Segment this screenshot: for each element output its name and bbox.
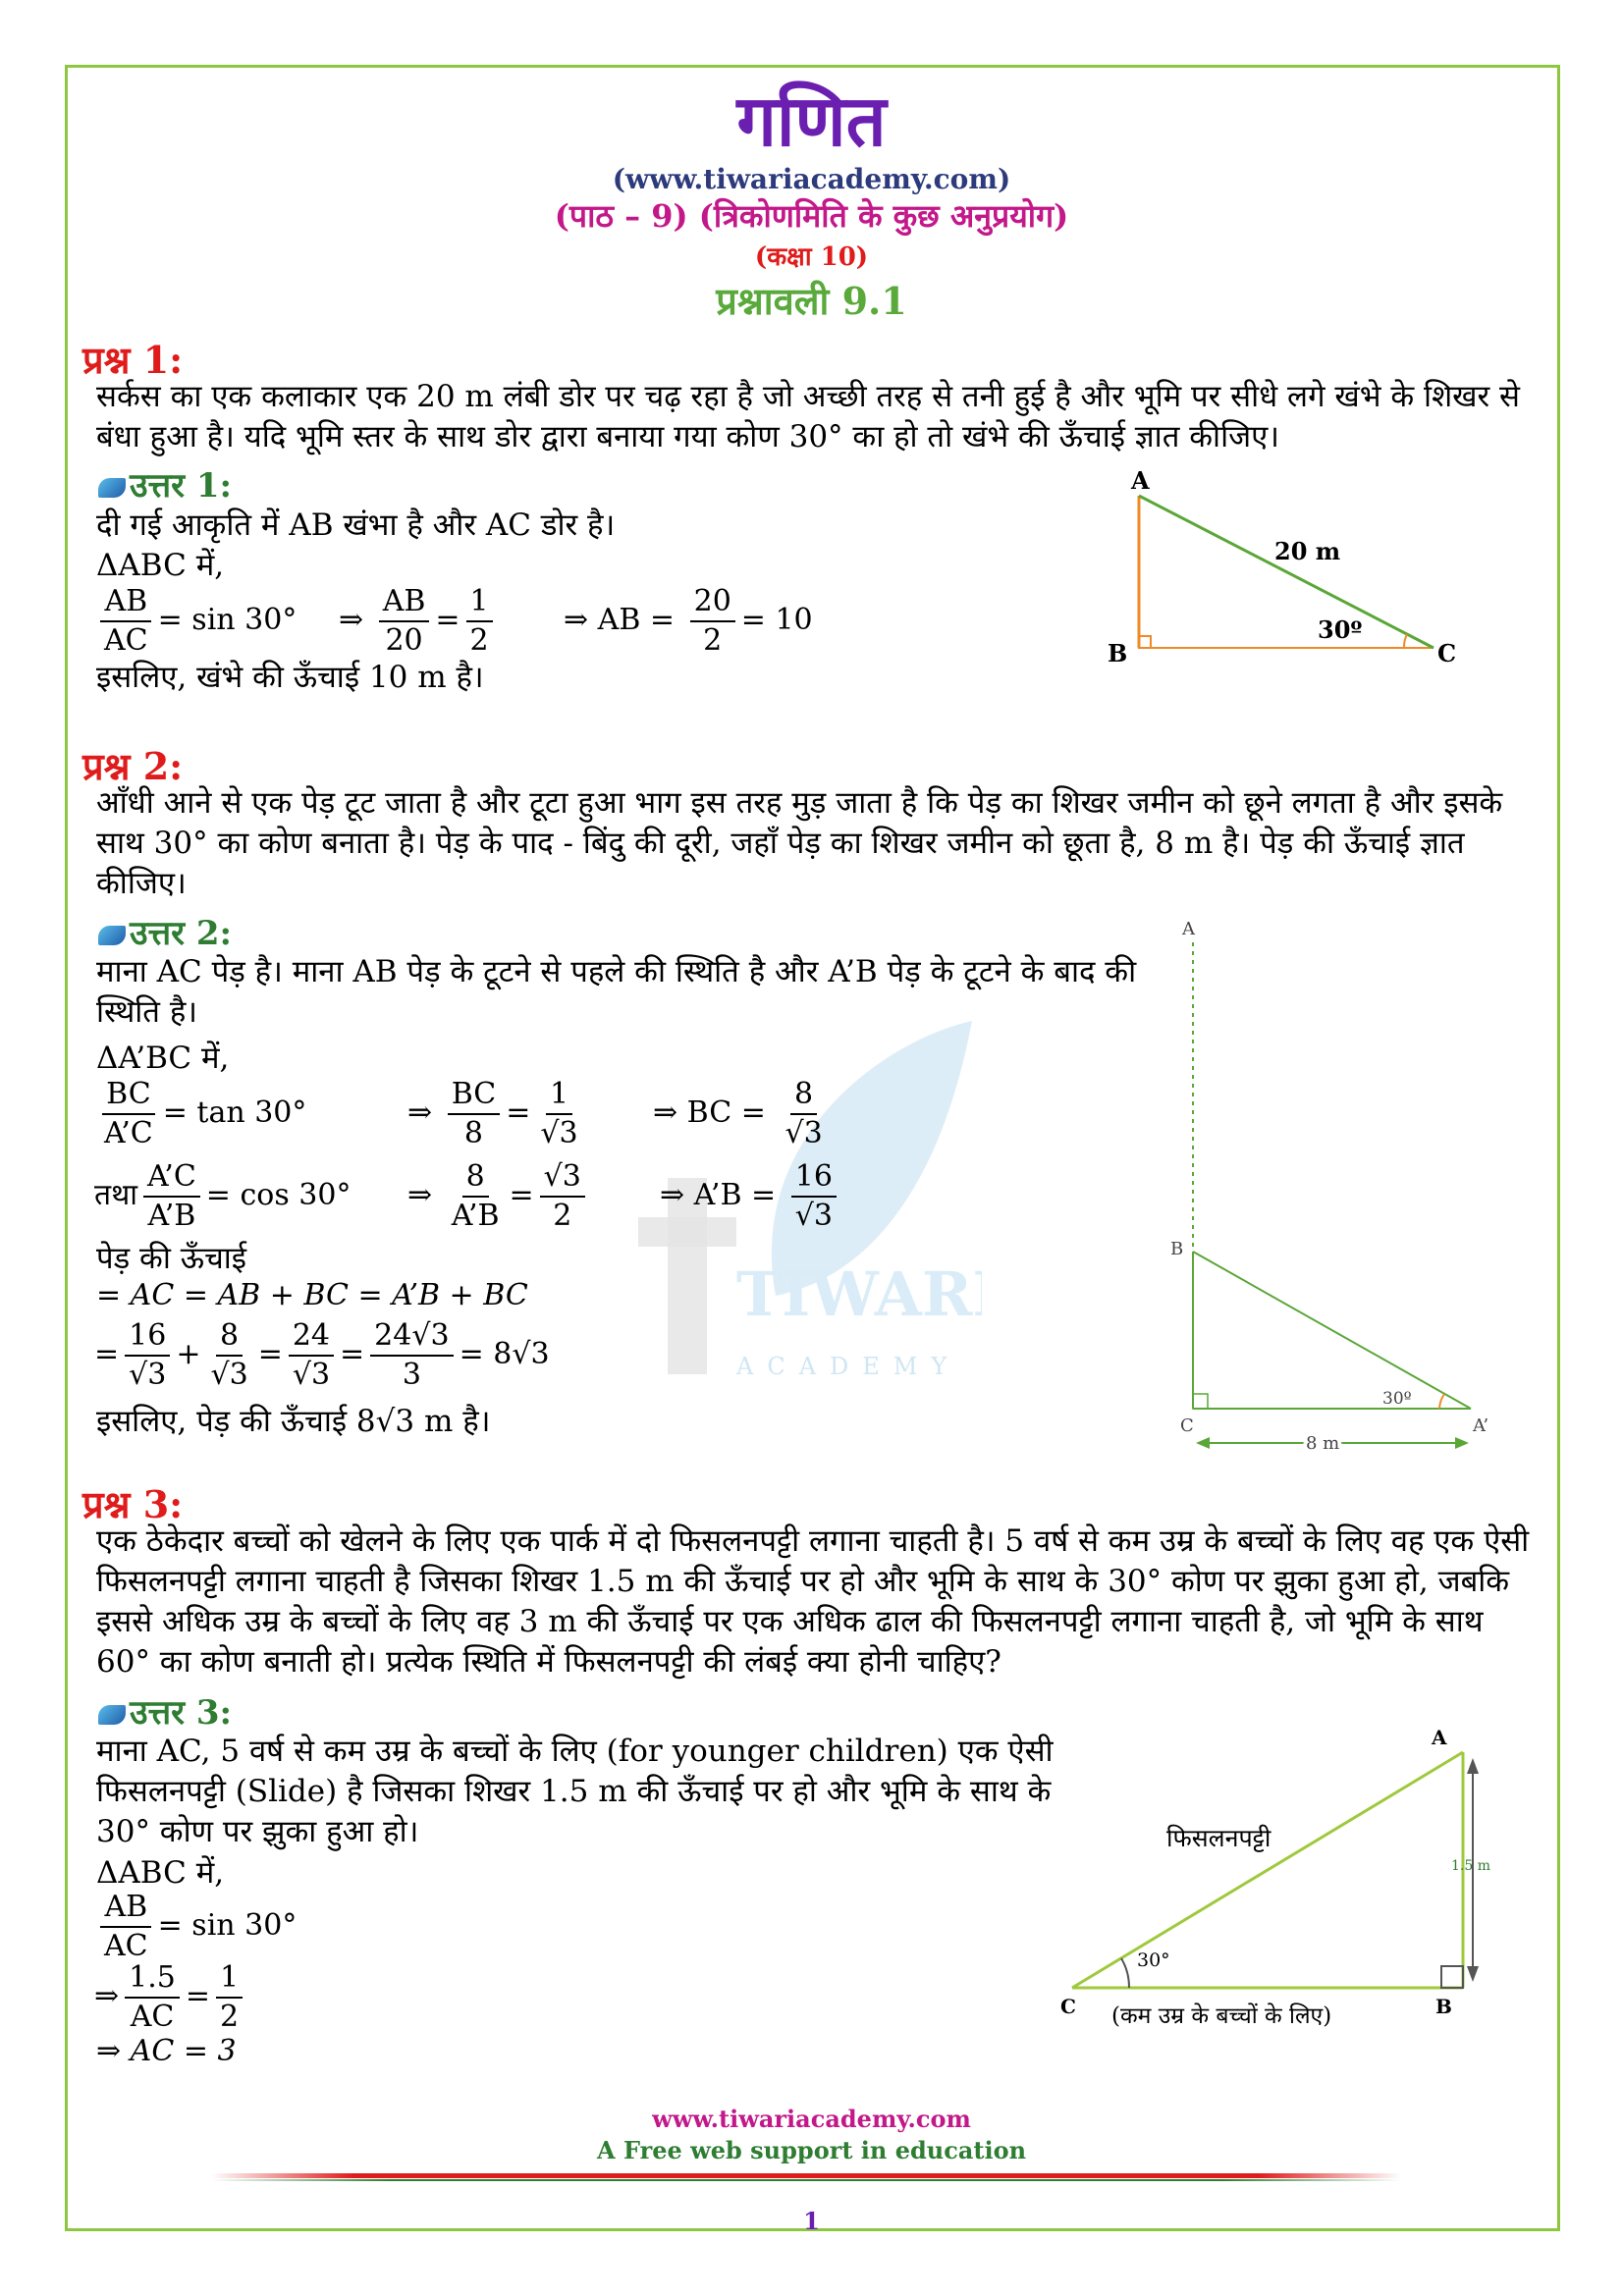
- answer-3-eq-2: [94, 1959, 248, 2036]
- answer-2-eq-r1a: [94, 1076, 306, 1152]
- fig1-label-b: B: [1108, 639, 1128, 667]
- answer-2-sum-line: = AC = AB + BC = A’B + BC: [96, 1278, 528, 1312]
- fig2-label-a-prime: A’: [1473, 1415, 1489, 1436]
- header-website[interactable]: (www.tiwariacademy.com): [612, 163, 1011, 195]
- r1b-rnum: 1: [546, 1076, 572, 1115]
- page-number: 1: [803, 2207, 820, 2235]
- s-eq2: =: [340, 1337, 365, 1371]
- fig3-arrow-down-icon: [1467, 1966, 1479, 1982]
- r2b-pre: ⇒: [407, 1178, 433, 1212]
- fig3-slide-label: फिसलनपट्टी: [1166, 1824, 1271, 1852]
- eq2-den: 20: [385, 623, 423, 658]
- eq2-rnum: 1: [466, 583, 493, 622]
- answer-1-line-1: दी गई आकृति में AB खंभा है और AC डोर है।: [96, 507, 616, 543]
- r1-rhs: = tan 30°: [162, 1095, 307, 1130]
- fig2-broken-ba: [1193, 1252, 1471, 1409]
- page-title: गणित: [736, 79, 887, 162]
- answer-2-label: [98, 909, 232, 954]
- eq3-num: 20: [690, 583, 735, 622]
- r1-num: BC: [102, 1076, 155, 1115]
- r2c-den: √3: [794, 1199, 833, 1233]
- answer-2-eq-r1c: [653, 1076, 833, 1152]
- chapter-title: (पाठ – 9) (त्रिकोणमिति के कुछ अनुप्रयोग): [554, 197, 1069, 235]
- answer-3-label: [98, 1688, 232, 1734]
- answer-1-eq-1: [94, 583, 297, 660]
- r1c-num: 8: [790, 1076, 817, 1115]
- s3-num: 24: [289, 1317, 334, 1357]
- fig3-label-a: A: [1432, 1726, 1447, 1749]
- eq1-den: AC: [104, 623, 148, 658]
- e2-rnum: 1: [216, 1959, 243, 1999]
- s1-num: 16: [125, 1317, 170, 1357]
- question-2-line-3: कीजिए।: [96, 866, 187, 901]
- eq1-rhs: = sin 30°: [157, 603, 298, 637]
- fig3-right-angle: [1441, 1966, 1463, 1988]
- r2-rhs: = cos 30°: [205, 1178, 352, 1212]
- r2c-num: 16: [791, 1158, 837, 1198]
- footer-tagline: A Free web support in education: [596, 2136, 1027, 2164]
- r1b-rden: √3: [540, 1116, 578, 1150]
- answer-3-eq-3: ⇒ AC = 3: [96, 2034, 237, 2068]
- e2-num: 1.5: [125, 1959, 180, 1999]
- fig3-label-b: B: [1435, 1995, 1452, 2018]
- answer-1-eq-2: [339, 583, 499, 660]
- eq3-den: 2: [703, 623, 723, 658]
- answer-3-line-2: फिसलनपट्टी (Slide) है जिसका शिखर 1.5 m की ऊँचाई पर हो और भूमि के साथ के: [96, 1774, 1052, 1809]
- fig3-height-label: 1.5 m: [1451, 1858, 1490, 1874]
- question-1-line-2: बंधा हुआ है। यदि भूमि स्तर के साथ डोर द्वारा बनाया गया कोण 30° का हो तो खंभे की ऊँचाई ज्ञात कीजिए।: [96, 419, 1279, 454]
- answer-3-line-3: 30° कोण पर झुका हुआ हो।: [96, 1814, 419, 1849]
- fig1-angle-label: 30º: [1318, 615, 1363, 644]
- r1-den: A’C: [104, 1116, 153, 1150]
- r2-num: A’C: [143, 1158, 200, 1198]
- r1c-pre: ⇒ BC =: [653, 1095, 766, 1130]
- answer-2-conclusion: इसलिए, पेड़ की ऊँचाई 8√3 m है।: [96, 1404, 491, 1439]
- eq2-pre: ⇒: [339, 603, 364, 637]
- e2-pre: ⇒: [94, 1979, 120, 2013]
- r2-pre: तथा: [94, 1178, 138, 1212]
- answer-3-eq-1: [94, 1889, 297, 1965]
- fig2-distance-label: 8 m: [1306, 1433, 1340, 1454]
- answer-2-final-eq: [94, 1317, 550, 1394]
- e2-rden: 2: [220, 2000, 240, 2034]
- fig2-arrow-right-icon: [1455, 1437, 1469, 1449]
- footer-divider-accent: [211, 2179, 1401, 2181]
- answer-2-eq-r2a: [94, 1158, 351, 1235]
- s4-den: 3: [402, 1358, 421, 1392]
- s-plus: +: [176, 1337, 201, 1371]
- fig2-label-b: B: [1170, 1239, 1184, 1259]
- fig3-caption: (कम उम्र के बच्चों के लिए): [1111, 2003, 1332, 2029]
- answer-2-height-label: पेड़ की ऊँचाई: [96, 1241, 247, 1276]
- fig1-label-c: C: [1437, 639, 1457, 667]
- figure-1: [1090, 461, 1473, 677]
- r2b-num: 8: [462, 1158, 489, 1198]
- eq2-eq: =: [435, 603, 460, 637]
- question-2-line-1: आँधी आने से एक पेड़ टूट जाता है और टूटा हुआ भाग इस तरह मुड़ जाता है कि पेड़ का शिखर जमीन को छूने लगता है और इसके: [96, 785, 1503, 821]
- fig2-label-c: C: [1180, 1415, 1194, 1436]
- fig1-label-a: A: [1131, 466, 1150, 495]
- answer-2-line-3: ΔA’BC में,: [96, 1041, 230, 1076]
- eq3-pre: ⇒ AB =: [564, 603, 676, 637]
- footer-website[interactable]: www.tiwariacademy.com: [652, 2105, 971, 2133]
- fig3-angle-arc: [1121, 1958, 1129, 1988]
- fig1-length-label: 20 m: [1274, 537, 1341, 565]
- eq1-num: AB: [100, 583, 151, 622]
- footer-divider: [211, 2173, 1401, 2178]
- answer-2-line-2: स्थिति है।: [96, 994, 198, 1030]
- figure-3: [1060, 1723, 1532, 2047]
- fig2-right-angle: [1193, 1394, 1208, 1409]
- e1-rhs: = sin 30°: [157, 1908, 298, 1943]
- answer-1-eq-3: [564, 583, 813, 660]
- question-1-label: प्रश्न 1:: [82, 338, 184, 382]
- r2c-pre: ⇒ A’B =: [660, 1178, 777, 1212]
- question-3-line-3: इससे अधिक उम्र के बच्चों के लिए वह 3 m की ऊँचाई पर एक अधिक ढाल की फिसलनपट्टी लगाना चाहती है, जो भूमि के साथ: [96, 1604, 1484, 1639]
- r2b-rden: 2: [553, 1199, 572, 1233]
- r1b-pre: ⇒: [407, 1095, 433, 1130]
- e2-eq: =: [185, 1979, 210, 2013]
- fig1-right-angle: [1139, 636, 1151, 648]
- e1-num: AB: [100, 1889, 151, 1928]
- answer-1-conclusion: इसलिए, खंभे की ऊँचाई 10 m है।: [96, 660, 484, 695]
- r2b-eq: =: [509, 1178, 534, 1212]
- question-2-label: प्रश्न 2:: [82, 744, 184, 788]
- r1b-eq: =: [506, 1095, 531, 1130]
- s2-den: √3: [210, 1358, 248, 1392]
- fig1-rope-ac: [1139, 496, 1434, 648]
- watermark-subtext: ACADEMY: [736, 1353, 961, 1380]
- class-label: (कक्षा 10): [754, 242, 869, 272]
- watermark-text: TIWARI: [736, 1258, 982, 1330]
- question-3-line-2: फिसलनपट्टी लगाना चाहती है जिसका शिखर 1.5 m की ऊँचाई पर हो और भूमि के साथ के 30° कोण पर झुका हुआ हो, जबकि: [96, 1564, 1510, 1599]
- fig3-label-c: C: [1060, 1995, 1076, 2018]
- answer-1-label: [98, 461, 232, 507]
- exercise-title: प्रश्नावली 9.1: [716, 279, 907, 323]
- e2-den: AC: [130, 2000, 175, 2034]
- question-3-label: प्रश्न 3:: [82, 1482, 184, 1526]
- answer-2-eq-r1b: [407, 1076, 588, 1152]
- r1c-den: √3: [784, 1116, 823, 1150]
- e1-den: AC: [104, 1929, 148, 1963]
- s-pre: =: [94, 1337, 120, 1371]
- question-3-line-4: 60° का कोण बनाती हो। प्रत्येक स्थिति में फिसलनपट्टी की लंबई क्या होनी चाहिए?: [96, 1644, 1001, 1680]
- s-eq1: =: [257, 1337, 283, 1371]
- s2-num: 8: [216, 1317, 243, 1357]
- fig3-arrow-up-icon: [1467, 1758, 1479, 1774]
- answer-1-text: उत्तर 1:: [130, 466, 233, 506]
- question-3-line-1: एक ठेकेदार बच्चों को खेलने के लिए एक पार्क में दो फिसलनपट्टी लगाना चाहती है। 5 वर्ष से कम उम्र के बच्चों के लिए वह एक ऐसी: [96, 1523, 1530, 1559]
- s3-den: √3: [292, 1358, 331, 1392]
- fig1-angle-arc: [1404, 634, 1407, 648]
- s1-den: √3: [129, 1358, 167, 1392]
- s4-num: 24√3: [370, 1317, 453, 1357]
- answer-3-text: उत्तर 3:: [130, 1693, 233, 1733]
- eq3-rhs: = 10: [740, 603, 813, 637]
- question-1-line-1: सर्कस का एक कलाकार एक 20 m लंबी डोर पर चढ़ रहा है जो अच्छी तरह से तनी हुई है और भूमि पर सीधे लगे खंभे के शिखर से: [96, 379, 1520, 414]
- answer-2-eq-r2c: [660, 1158, 842, 1235]
- answer-2-eq-r2b: [407, 1158, 591, 1235]
- tiwari-logo-icon: [98, 1705, 126, 1725]
- fig2-label-a: A: [1182, 919, 1195, 939]
- eq2-rden: 2: [469, 623, 489, 658]
- r1b-num: BC: [448, 1076, 501, 1115]
- s-res: = 8√3: [459, 1337, 550, 1371]
- answer-2-line-1: माना AC पेड़ है। माना AB पेड़ के टूटने से पहले की स्थिति है और A’B पेड़ के टूटने के बाद की: [96, 954, 1137, 989]
- figure-2: [1159, 913, 1502, 1463]
- tiwari-logo-icon: [98, 926, 126, 945]
- r1b-den: 8: [463, 1116, 484, 1150]
- question-2-line-2: साथ 30° का कोण बनाता है। पेड़ के पाद - बिंदु की दूरी, जहाँ पेड़ का शिखर जमीन को छूता है, 8 m है। पेड़ की ऊँचाई ज्ञात: [96, 826, 1465, 861]
- fig2-angle-label: 30º: [1382, 1389, 1412, 1409]
- fig2-angle-arc: [1439, 1394, 1444, 1409]
- r2b-den: A’B: [451, 1199, 500, 1233]
- eq2-num: AB: [379, 583, 430, 622]
- fig3-slide-ac: [1072, 1752, 1463, 1988]
- answer-1-line-2: ΔABC में,: [96, 548, 225, 583]
- fig3-angle-label: 30°: [1137, 1949, 1170, 1971]
- answer-3-line-4: ΔABC में,: [96, 1855, 225, 1891]
- answer-3-line-1: माना AC, 5 वर्ष से कम उम्र के बच्चों के लिए (for younger children) एक ऐसी: [96, 1734, 1054, 1769]
- r2-den: A’B: [147, 1199, 196, 1233]
- answer-2-text: उत्तर 2:: [130, 914, 233, 953]
- tiwari-logo-icon: [98, 478, 126, 498]
- r2b-rnum: √3: [540, 1158, 585, 1198]
- fig2-arrow-left-icon: [1196, 1437, 1210, 1449]
